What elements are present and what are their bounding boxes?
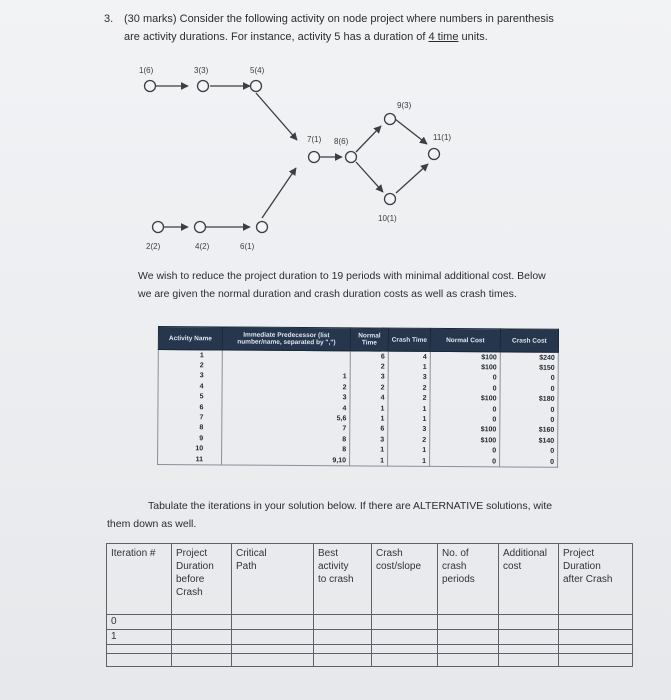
answer-cell[interactable] (438, 615, 499, 630)
answer-cell[interactable] (172, 654, 232, 667)
answer-cell[interactable] (438, 654, 499, 667)
cell-normal-time: 1 (350, 445, 388, 456)
node-2 (153, 222, 164, 233)
cell-crash-time: 4 (388, 351, 430, 362)
tabulate-line-1: Tabulate the iterations in your solution below. If there are ALTERNATIVE solutions, wite (148, 500, 553, 512)
answer-cell[interactable] (172, 645, 232, 654)
label-node-6: 6(1) (240, 242, 255, 251)
cell-normal-time: 1 (350, 403, 388, 414)
answer-cell[interactable] (314, 645, 372, 654)
label-node-3: 3(3) (194, 66, 209, 75)
node-9 (385, 114, 396, 125)
cell-crash-time: 3 (388, 424, 430, 435)
label-node-5: 5(4) (250, 66, 265, 75)
cell-crash-time: 3 (388, 372, 430, 383)
answer-cell[interactable] (107, 654, 172, 667)
cell-predecessor: 1 (222, 371, 350, 382)
cell-crash-time: 1 (388, 445, 430, 456)
question-text-2-underlined: 4 time (428, 31, 459, 43)
cell-normal-cost: 0 (430, 456, 500, 467)
cell-normal-cost: 0 (430, 404, 500, 415)
cell-crash-cost: $140 (500, 436, 558, 447)
cell-crash-time: 1 (388, 404, 430, 415)
cell-predecessor: 9,10 (222, 454, 350, 466)
cell-crash-cost: 0 (500, 373, 558, 384)
cell-crash-cost: $180 (500, 394, 558, 405)
node-6 (257, 222, 268, 233)
cell-activity: 11 (158, 454, 222, 465)
header-additional-cost: Additional cost (499, 544, 559, 615)
cell-normal-cost: 0 (430, 445, 500, 456)
question-number: 3. (104, 13, 114, 25)
cell-activity: 1 (158, 350, 222, 361)
cell-normal-cost: 0 (430, 383, 500, 394)
cell-normal-time: 2 (350, 362, 388, 373)
iteration-number: 1 (107, 630, 172, 645)
arrow-10-11 (396, 164, 428, 193)
cell-activity: 9 (158, 433, 222, 444)
arrow-9-11 (395, 119, 427, 144)
node-3 (198, 81, 209, 92)
cell-normal-cost: 0 (430, 414, 500, 425)
cell-crash-time: 2 (388, 383, 430, 394)
cell-crash-cost: $240 (500, 352, 558, 363)
answer-cell[interactable] (232, 615, 314, 630)
cell-activity: 2 (158, 360, 222, 371)
question-text-2a: are activity durations. For instance, activity 5 has a duration of (124, 31, 429, 43)
answer-cell[interactable] (314, 615, 372, 630)
arrow-8-10 (356, 162, 383, 192)
answer-cell[interactable] (232, 630, 314, 645)
iteration-header-row (107, 544, 633, 615)
node-1 (145, 81, 156, 92)
cell-normal-time: 2 (350, 383, 388, 394)
node-8 (346, 152, 357, 163)
cell-activity: 4 (158, 381, 222, 392)
label-node-4: 4(2) (195, 242, 210, 251)
answer-cell[interactable] (372, 615, 438, 630)
cell-activity: 3 (158, 371, 222, 382)
cell-activity: 6 (158, 402, 222, 413)
cell-normal-cost: $100 (430, 362, 500, 373)
header-iteration: Iteration # (107, 544, 172, 615)
cell-normal-time: 3 (350, 372, 388, 383)
label-node-11: 11(1) (433, 133, 452, 142)
cell-activity: 10 (158, 444, 222, 455)
cell-crash-cost: 0 (500, 384, 558, 395)
cell-crash-cost: 0 (500, 404, 558, 415)
iteration-row-1 (107, 630, 633, 645)
tabulate-line-2: them down as well. (107, 518, 197, 530)
cell-normal-time: 3 (350, 434, 388, 445)
answer-cell[interactable] (314, 630, 372, 645)
label-node-7: 7(1) (307, 135, 322, 144)
header-predecessor: Immediate Predecessor (list number/name, separated by ",") (222, 327, 350, 351)
cell-normal-cost: $100 (430, 425, 500, 436)
cell-predecessor: 3 (222, 392, 350, 403)
cell-normal-cost: 0 (430, 373, 500, 384)
answer-cell[interactable] (438, 630, 499, 645)
question-text-1: Consider the following activity on node project where numbers in parenthesis (176, 13, 554, 25)
answer-cell[interactable] (438, 645, 499, 654)
answer-cell[interactable] (107, 645, 172, 654)
iteration-number: 0 (107, 615, 172, 630)
node-5 (251, 81, 262, 92)
answer-cell[interactable] (314, 654, 372, 667)
iteration-table (106, 543, 633, 667)
cell-activity: 7 (158, 412, 222, 423)
label-node-2: 2(2) (146, 242, 161, 251)
label-node-10: 10(1) (378, 214, 397, 223)
answer-cell[interactable] (499, 630, 559, 645)
answer-cell[interactable] (499, 645, 559, 654)
header-project-before: Project Duration before Crash (172, 544, 232, 615)
answer-cell[interactable] (372, 645, 438, 654)
cell-normal-time: 6 (350, 424, 388, 435)
cell-normal-cost: $100 (430, 351, 500, 362)
cell-predecessor: 8 (222, 444, 350, 455)
header-crash-periods: No. of crash periods (438, 544, 499, 615)
header-crash-slope: Crash cost/slope (372, 544, 438, 615)
arrow-6-7 (262, 168, 296, 218)
cell-predecessor: 8 (222, 434, 350, 445)
cell-normal-cost: $100 (430, 393, 500, 404)
arrow-5-7 (256, 93, 297, 140)
header-project-after: Project Duration after Crash (559, 544, 633, 615)
answer-cell[interactable] (559, 630, 633, 645)
cell-crash-cost: $150 (500, 363, 558, 374)
intro-line-1: We wish to reduce the project duration to 19 periods with minimal additional cost. Below (138, 270, 546, 282)
answer-cell[interactable] (559, 654, 633, 667)
answer-cell[interactable] (372, 630, 438, 645)
cell-normal-time: 1 (350, 414, 388, 425)
label-node-1: 1(6) (139, 66, 154, 75)
answer-cell[interactable] (232, 645, 314, 654)
node-10 (385, 194, 396, 205)
answer-cell[interactable] (499, 654, 559, 667)
question-marks: (30 marks) (124, 13, 177, 25)
iteration-row-blank (107, 645, 633, 654)
cell-crash-cost: 0 (500, 456, 558, 467)
cell-predecessor (222, 350, 350, 362)
header-activity: Activity Name (158, 327, 222, 350)
network-diagram (0, 0, 671, 300)
cell-crash-cost: $160 (500, 425, 558, 436)
answer-cell[interactable] (559, 615, 633, 630)
node-4 (195, 222, 206, 233)
answer-cell[interactable] (172, 630, 232, 645)
cell-crash-time: 2 (388, 435, 430, 446)
cell-activity: 8 (158, 423, 222, 434)
question-text-2b: units. (458, 31, 488, 43)
cell-crash-cost: 0 (500, 415, 558, 426)
iteration-row-blank (107, 654, 633, 667)
header-normal-time: Normal Time (350, 328, 388, 351)
header-normal-cost: Normal Cost (430, 328, 500, 351)
header-crash-time: Crash Time (388, 328, 430, 351)
cell-crash-time: 1 (388, 362, 430, 373)
header-critical-path: Critical Path (232, 544, 314, 615)
answer-cell[interactable] (559, 645, 633, 654)
cell-normal-time: 6 (350, 351, 388, 362)
activity-table (157, 326, 559, 468)
cell-crash-time: 1 (388, 414, 430, 425)
header-crash-cost: Crash Cost (500, 329, 558, 352)
cell-normal-cost: $100 (430, 435, 500, 446)
iteration-row-0 (107, 615, 633, 630)
node-7 (309, 152, 320, 163)
intro-line-2: we are given the normal duration and crash duration costs as well as crash times. (138, 288, 517, 300)
answer-cell[interactable] (172, 615, 232, 630)
arrow-8-9 (356, 126, 381, 152)
cell-crash-cost: 0 (500, 446, 558, 457)
answer-cell[interactable] (499, 615, 559, 630)
cell-activity: 5 (158, 392, 222, 403)
answer-cell[interactable] (232, 654, 314, 667)
cell-normal-time: 1 (350, 455, 388, 466)
cell-predecessor: 7 (222, 423, 350, 434)
cell-normal-time: 4 (350, 393, 388, 404)
table-row (158, 454, 558, 468)
cell-crash-time: 2 (388, 393, 430, 404)
cell-predecessor: 2 (222, 382, 350, 393)
label-node-8: 8(6) (334, 137, 349, 146)
label-node-9: 9(3) (397, 101, 412, 110)
cell-crash-time: 1 (388, 456, 430, 467)
cell-predecessor: 4 (222, 402, 350, 413)
answer-cell[interactable] (372, 654, 438, 667)
node-11 (429, 149, 440, 160)
header-best-activity: Best activity to crash (314, 544, 372, 615)
cell-predecessor: 5,6 (222, 413, 350, 424)
